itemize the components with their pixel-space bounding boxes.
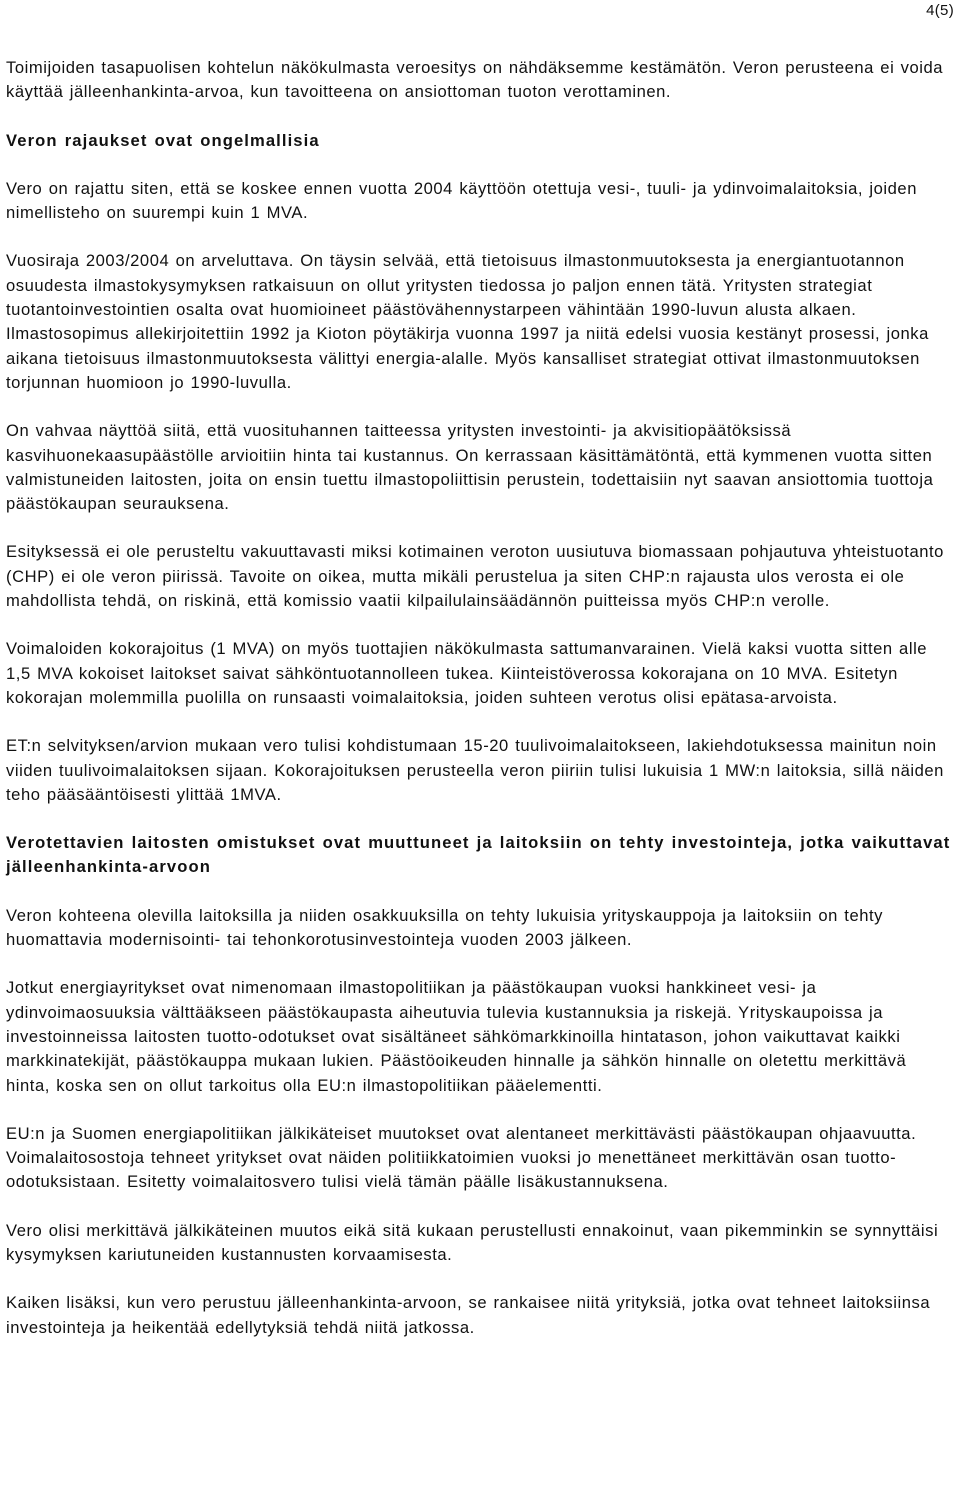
- paragraph-size-limit: Voimaloiden kokorajoitus (1 MVA) on myös tuottajien näkökulmasta sattumanvarainen. Vielä kaksi vuotta sitten alle 1,5 MVA kokoiset laitokset saivat sähköntuotannolleen tukea. Kiinteistöverossa kokorajana on 10 MVA. Esitetyn kokorajan molemmilla puolilla on runsaasti voimalaitoksia, joiden suhteen verotus olisi epätasa-arvoista.: [6, 639, 928, 707]
- document-body: [6, 56, 951, 1340]
- paragraph-acquisitions: Veron kohteena olevilla laitoksilla ja niiden osakkuuksilla on tehty lukuisia yrityskauppoja ja laitoksiin on tehty huomattavia modernisointi- tai tehonkorotusinvestointeja vuoden 2003 jälkeen.: [6, 905, 884, 950]
- heading-restrictions: Veron rajaukset ovat ongelmallisia: [6, 130, 320, 150]
- paragraph-replacement-value: Kaiken lisäksi, kun vero perustuu jälleenhankinta-arvoon, se rankaisee niitä yrityksiä, jotka ovat tehneet laitoksiinsa investointeja ja heikentää edellytyksiä tehdä niitä jatkossa.: [6, 1293, 931, 1337]
- paragraph-policy-changes: EU:n ja Suomen energiapolitiikan jälkikäteiset muutokset ovat alentaneet merkittävästi päästökaupan ohjaavuutta. Voimalaitosostoja tehneet yritykset ovat näiden politiikkatoimien vuoksi jo menettäneet merkittävän osan tuotto-odotuksistaan. Esitetty voimalaitosvero tulisi vielä tämän päälle lisäkustannuksena.: [6, 1123, 917, 1192]
- paragraph-investment-evidence: On vahvaa näyttöä siitä, että vuosituhannen taitteessa yritysten investointi- ja akvisitiopäätöksissä kasvihuonekaasupäästölle arvioitiin hinta tai kustannus. On kerrassaan käsittämätöntä, että kymmenen vuotta sitten valmistuneiden laitosten, joita on ensin tuettu ilmastopoliittisin perustein, todettaisiin nyt saavan ansiottomia tuottoja päästökaupan seurauksena.: [6, 421, 934, 514]
- paragraph-energy-companies: Jotkut energiayritykset ovat nimenomaan ilmastopolitiikan ja päästökaupan vuoksi hankkineet vesi- ja ydinvoimaosuuksia välttääkseen päästökaupasta aiheutuvia tulevia kustannuksia ja riskejä. Yrityskaupoissa ja investoinneissa laitosten tuotto-odotukset ovat sisältäneet sähkömarkkinoilla hintatason, johon vaikuttavat kaikki markkinatekijät, päästökauppa mukaan lukien. Päästöoikeuden hinnalle ja sähkön hinnalle on oletettu merkittävä hinta, koska sen on ollut tarkoitus olla EU:n ilmastopolitiikan pääelementti.: [6, 978, 907, 1095]
- paragraph-et-estimate: ET:n selvityksen/arvion mukaan vero tulisi kohdistumaan 15-20 tuulivoimalaitokseen, lakiehdotuksessa mainitun noin viiden tuulivoimalaitoksen sijaan. Kokorajoituksen perusteella veron piiriin tulisi lukuisia 1 MW:n laitoksia, sillä näiden teho pääsääntöisesti ylittää 1MVA.: [6, 736, 944, 804]
- paragraph-equal-treatment: Toimijoiden tasapuolisen kohtelun näkökulmasta veroesitys on nähdäksemme kestämätön. Veron perusteena ei voida käyttää jälleenhankinta-arvoa, kun tavoitteena on ansiottoman tuoton verottaminen.: [6, 58, 944, 102]
- heading-ownership-changes: Verotettavien laitosten omistukset ovat muuttuneet ja laitoksiin on tehty investointeja, jotka vaikuttavat jälleenhankinta-arvoon: [6, 833, 951, 877]
- paragraph-tax-scope: Vero on rajattu siten, että se koskee ennen vuotta 2004 käyttöön otettuja vesi-, tuuli- ja ydinvoimalaitoksia, joiden nimellisteho on suurempi kuin 1 MVA.: [6, 178, 917, 223]
- page-number: 4(5): [926, 2, 954, 19]
- paragraph-year-limit: Vuosiraja 2003/2004 on arveluttava. On täysin selvää, että tietoisuus ilmastonmuutoksesta ja energiantuotannon osuudesta ilmastokysymyksen ratkaisuun on ollut yritysten tiedossa jo paljon ennen tätä. Yritysten strategiat tuotantoinvestointien osalta ovat huomioineet päästövähennystarpeen vähintään 1990-luvun alusta alkaen. Ilmastosopimus allekirjoitettiin 1992 ja Kioton pöytäkirja vuonna 1997 ja niitä edelsi vuosia kestänyt prosessi, jonka aikana tietoisuus ilmastonmuutoksesta välittyi energia-alalle. Myös kansalliset strategiat ottivat ilmastonmuutoksen torjunnan huomioon jo 1990-luvulla.: [6, 251, 929, 392]
- paragraph-retroactive: Vero olisi merkittävä jälkikäteinen muutos eikä sitä kukaan perustellusti ennakoinut, vaan pikemminkin se synnyttäisi kysymyksen kariutuneiden kustannusten korvaamisesta.: [6, 1220, 939, 1264]
- paragraph-chp: Esityksessä ei ole perusteltu vakuuttavasti miksi kotimainen veroton uusiutuva biomassaan pohjautuva yhteistuotanto (CHP) ei ole veron piirissä. Tavoite on oikea, mutta mikäli perustelua ja siten CHP:n rajausta ulos verosta ei ole mahdollista tehdä, on riskinä, että komissio vaatii kilpailulainsäädännön puitteissa myös CHP:n verolle.: [6, 542, 944, 611]
